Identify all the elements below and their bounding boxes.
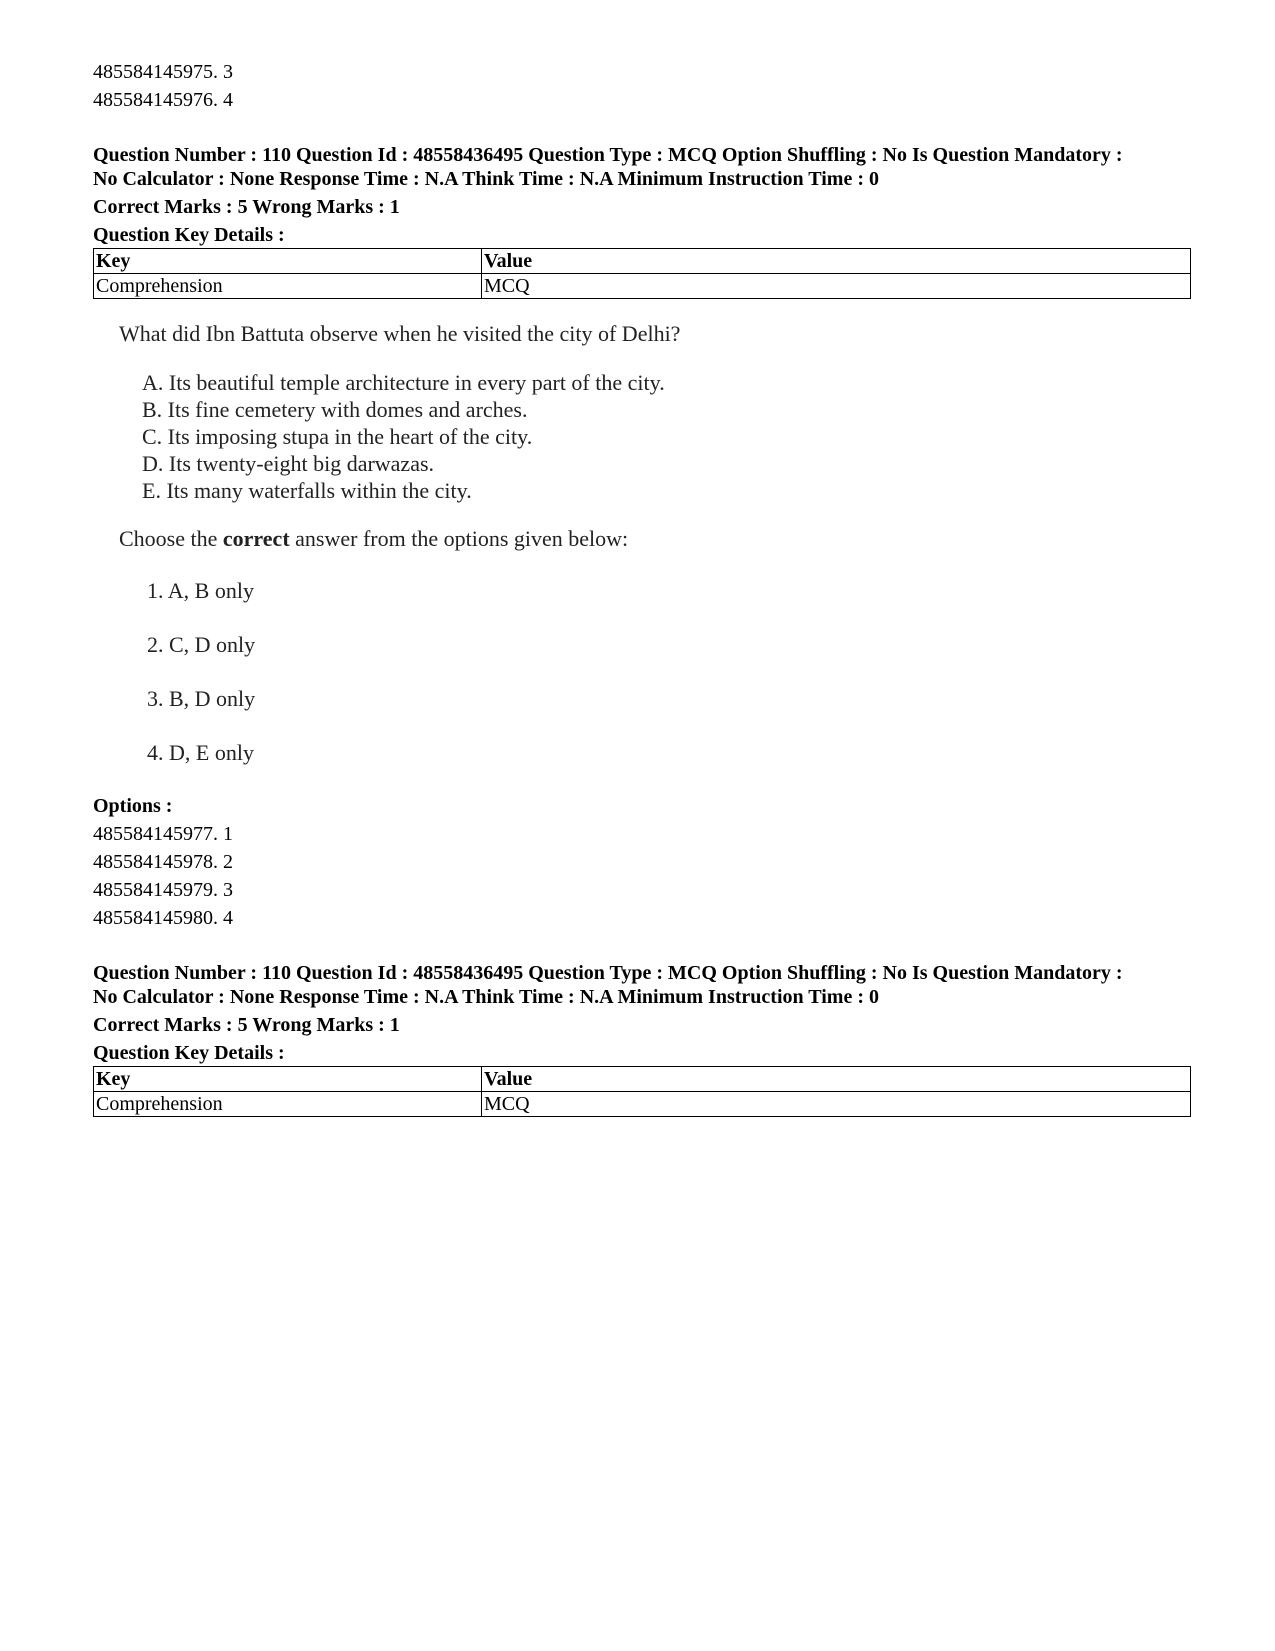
table-row bbox=[94, 274, 1191, 299]
question-stem: What did Ibn Battuta observe when he visited the city of Delhi? bbox=[119, 321, 681, 346]
option-line: 485584145979. 3 bbox=[93, 879, 233, 901]
option-line: 485584145977. 1 bbox=[93, 823, 233, 845]
choose-text: answer from the options given below: bbox=[289, 526, 629, 551]
question-block bbox=[93, 143, 1191, 932]
key-details-table bbox=[93, 248, 1191, 299]
options-label: Options : bbox=[93, 795, 173, 817]
options-list bbox=[93, 820, 1191, 932]
key-details-table bbox=[93, 1066, 1191, 1117]
statement-item: C. Its imposing stupa in the heart of the city. bbox=[142, 424, 533, 449]
question-meta-line: Question Number : 110 Question Id : 48558436495 Question Type : MCQ Option Shuffling : No Is Question Mandatory : bbox=[93, 962, 1123, 984]
key-details-label: Question Key Details : bbox=[93, 1042, 285, 1064]
question-content-image bbox=[119, 319, 1191, 768]
answer-choice: 3. B, D only bbox=[147, 686, 256, 711]
option-line: 485584145980. 4 bbox=[93, 907, 233, 929]
table-cell-value: MCQ bbox=[482, 274, 1191, 299]
option-line: 485584145976. 4 bbox=[93, 89, 233, 111]
statement-item: D. Its twenty-eight big darwazas. bbox=[142, 451, 435, 476]
question-block bbox=[93, 961, 1191, 1117]
table-header-value: Value bbox=[482, 249, 1191, 274]
question-meta-line: No Calculator : None Response Time : N.A Think Time : N.A Minimum Instruction Time : 0 bbox=[93, 168, 879, 190]
document-page bbox=[93, 58, 1191, 1117]
question-meta-line: Question Number : 110 Question Id : 48558436495 Question Type : MCQ Option Shuffling : No Is Question Mandatory : bbox=[93, 144, 1123, 166]
question-meta-line: No Calculator : None Response Time : N.A Think Time : N.A Minimum Instruction Time : 0 bbox=[93, 986, 879, 1008]
table-header-key: Key bbox=[94, 1067, 482, 1092]
answer-choice: 4. D, E only bbox=[147, 740, 254, 765]
table-cell-value: MCQ bbox=[482, 1092, 1191, 1117]
option-line: 485584145978. 2 bbox=[93, 851, 233, 873]
choose-text: Choose the bbox=[119, 526, 223, 551]
previous-options bbox=[93, 58, 1191, 114]
key-details-label: Question Key Details : bbox=[93, 224, 285, 246]
statement-list bbox=[142, 369, 1191, 504]
table-header-value: Value bbox=[482, 1067, 1191, 1092]
choose-emphasis: correct bbox=[222, 526, 290, 551]
table-header-key: Key bbox=[94, 249, 482, 274]
table-row bbox=[94, 1092, 1191, 1117]
table-cell-key: Comprehension bbox=[94, 274, 482, 299]
choose-instruction bbox=[119, 524, 1191, 554]
option-line: 485584145975. 3 bbox=[93, 61, 233, 83]
answer-choice: 1. A, B only bbox=[147, 578, 254, 603]
question-marks: Correct Marks : 5 Wrong Marks : 1 bbox=[93, 196, 400, 218]
table-cell-key: Comprehension bbox=[94, 1092, 482, 1117]
table-header-row bbox=[94, 249, 1191, 274]
question-marks: Correct Marks : 5 Wrong Marks : 1 bbox=[93, 1014, 400, 1036]
answer-choice: 2. C, D only bbox=[147, 632, 256, 657]
statement-item: B. Its fine cemetery with domes and arches. bbox=[142, 397, 528, 422]
statement-item: E. Its many waterfalls within the city. bbox=[142, 478, 472, 503]
answer-choices bbox=[147, 576, 1191, 768]
statement-item: A. Its beautiful temple architecture in every part of the city. bbox=[142, 370, 665, 395]
table-header-row bbox=[94, 1067, 1191, 1092]
